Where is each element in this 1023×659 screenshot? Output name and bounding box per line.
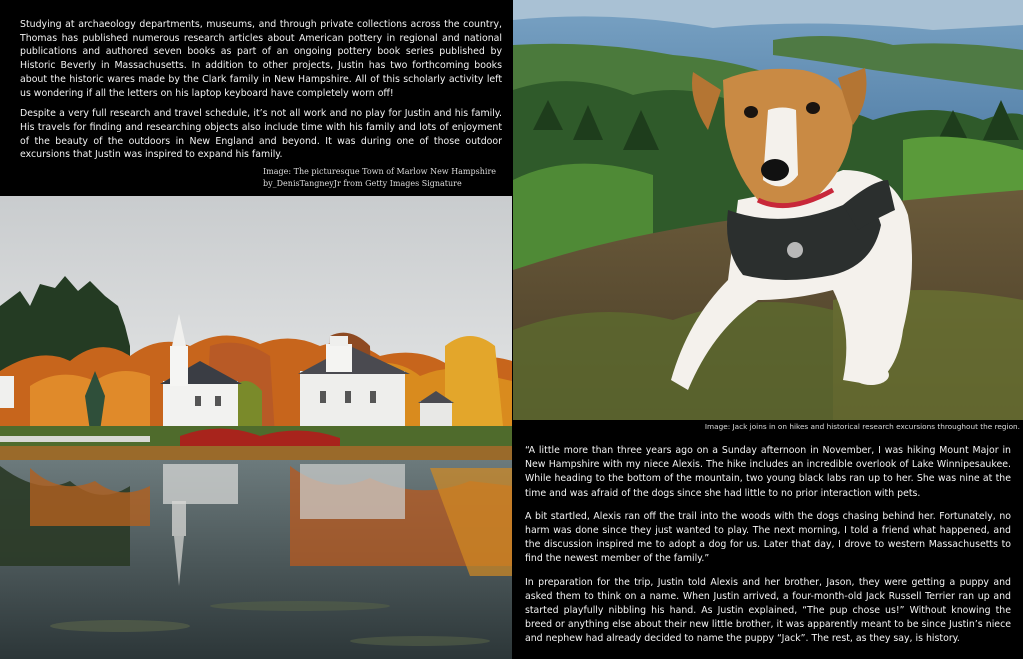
marlow-photo-caption — [263, 166, 503, 190]
right-paragraph-1: “A little more than three years ago on a Sunday afternoon in November, I was hiking Mount Major in New Hampshire with my niece Alexis. The hike includes an incredible overlook of Lake Winnipesaukee. While heading to the bottom of the mountain, two young black labs ran up to her. She was nine at the time and was afraid of the dogs since she had little to no prior interaction with pets. — [525, 445, 1011, 499]
left-paragraph-1: Studying at archaeology departments, museums, and through private collections across the country, Thomas has published numerous research articles about American pottery in regional and national publications and authored seven books as part of an ongoing pottery book series published by Historic Beverly in Massachusetts. In addition to other projects, Justin has two forthcoming books about the historic wares made by the Clark family in New Hampshire. All of this scholarly activity left us wondering if all the letters on his laptop keyboard have completely worn off! — [20, 19, 502, 99]
marlow-caption-line-1: Image: The picturesque Town of Marlow New Hampshire — [263, 167, 497, 176]
jack-dog-photo — [513, 0, 1023, 420]
jack-photo-caption: Image: Jack joins in on hikes and historical research excursions throughout the region. — [704, 422, 1020, 431]
marlow-village-photo — [0, 196, 512, 659]
right-paragraph-3: In preparation for the trip, Justin told Alexis and her brother, Jason, they were getting a puppy and asked them to think on a name. When Justin arrived, a four-month-old Jack Russell Terrier ran up and started playfully nibbling his hand. As Justin explained, “The pup chose us!” Without knowing the breed or anything else about their new little brother, it was apparently meant to be since Justin’s niece and nephew had already decided to name the puppy “Jack”. The rest, as they say, is history. — [525, 576, 1011, 645]
marlow-caption-line-2: by_DenisTangneyJr from Getty Images Signature — [263, 179, 462, 188]
left-text-block — [0, 0, 512, 196]
left-paragraph-2: Despite a very full research and travel schedule, it’s not all work and no play for Justin and his family. His travels for finding and researching objects also include time with his family and lots of enjoyment of the beauty of the outdoors in New England and beyond. It was during one of those outdoor excursions that Justin was inspired to expand his family. — [20, 108, 502, 161]
right-text-block — [513, 438, 1023, 659]
right-paragraph-2: A bit startled, Alexis ran off the trail into the woods with the dogs chasing behind her. Fortunately, no harm was done since they just wanted to play. The next morning, I told a friend what happened, and the discussion inspired me to adopt a dog for us. Later that day, I drove to western Massachusetts to find the newest member of the family.” — [525, 510, 1011, 565]
